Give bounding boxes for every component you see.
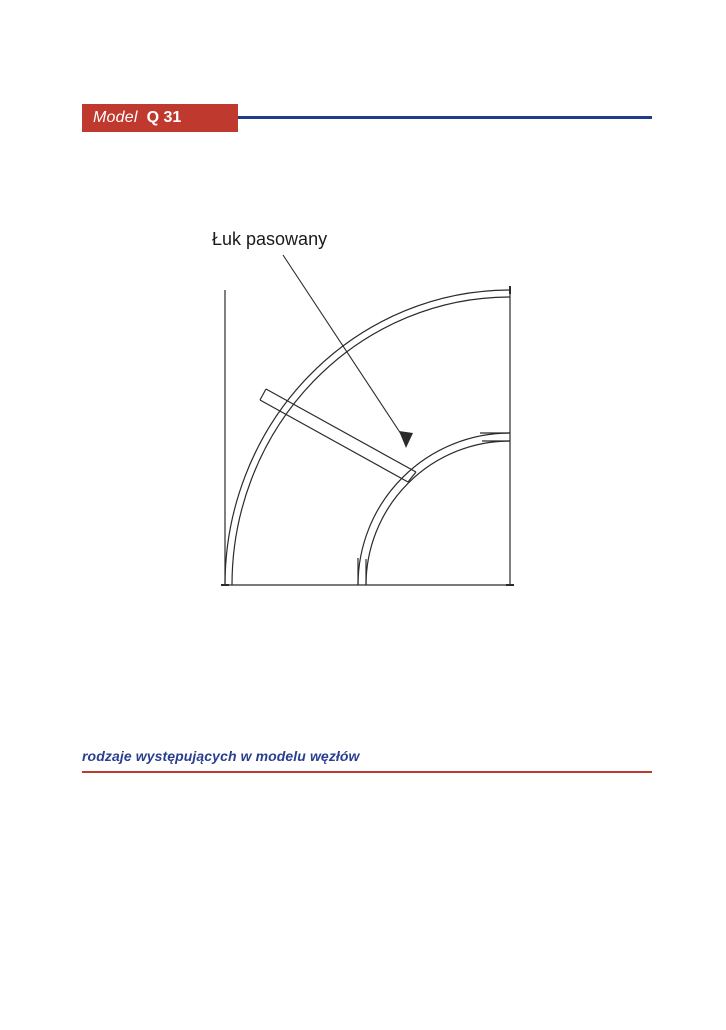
model-badge (82, 104, 238, 132)
technical-drawing (170, 200, 570, 620)
joint-face-top (260, 389, 266, 400)
radial-member-line-2 (266, 389, 416, 472)
inner-arc (358, 433, 510, 585)
arch-diagram-svg (170, 200, 570, 620)
callout-leader (283, 255, 405, 440)
radial-member-line-1 (260, 400, 408, 482)
page-footer (82, 748, 652, 773)
model-badge-code: Q 31 (146, 109, 182, 126)
outer-arc-inner-line (232, 297, 510, 585)
header-rule (238, 116, 652, 119)
outer-arc (225, 290, 510, 585)
page-header (82, 104, 652, 132)
footer-rule (82, 771, 652, 773)
footer-caption: rodzaje występujących w modelu węzłów (82, 748, 360, 764)
model-badge-word: Model (93, 109, 138, 126)
inner-arc-offset (366, 441, 510, 585)
callout-arrowhead (399, 431, 413, 448)
callout-label: Łuk pasowany (212, 229, 328, 249)
